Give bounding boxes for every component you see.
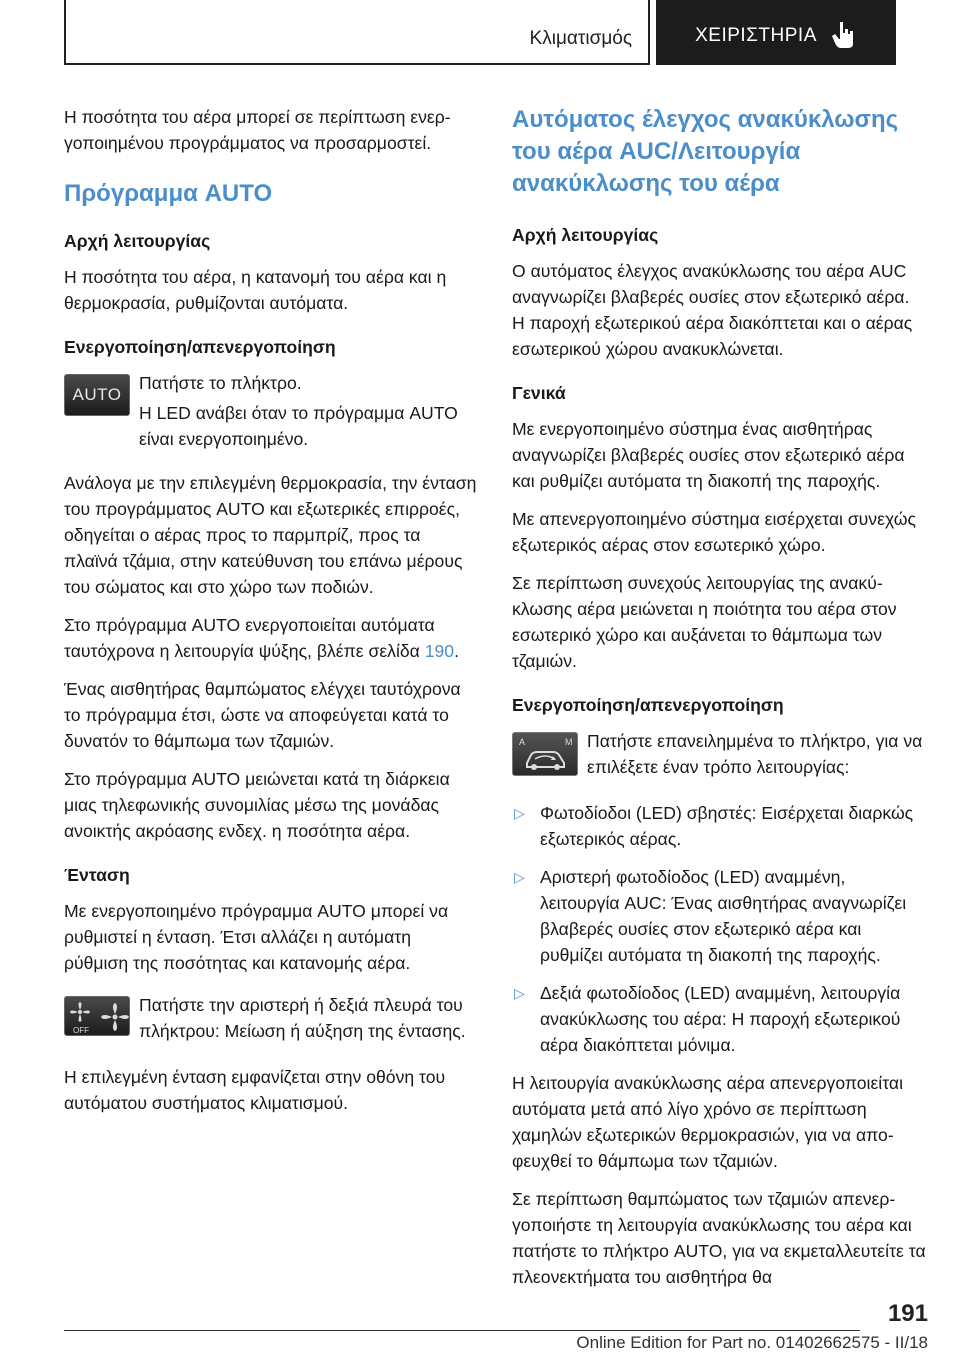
auto-off-paragraph: Η λειτουργία ανακύκλωσης αέρα απενεργοποιείται αυτόματα μετά από λίγο χρόνο σε περίπτωση χαμηλών εξωτερικών θερμοκρασιών, για να αποφευχθεί το θάμπωμα των τζαμιών. <box>512 1073 903 1171</box>
led-text-content: Η LED ανάβει όταν το πρόγραμμα AUTO είναι ενεργοποιημένο. <box>139 403 458 449</box>
footer-divider <box>64 1330 860 1331</box>
auc-label-m: M <box>565 737 573 747</box>
fan-button-row <box>64 992 479 1044</box>
edition-text: Online Edition for Part no. 01402662575 - II/18 <box>576 1333 928 1352</box>
display-paragraph: Η επιλεγμένη ένταση εμφανίζεται στην οθόνη του αυτόματου συστήματος κλιματισμού. <box>64 1067 446 1113</box>
general-paragraph-2: Με απενεργοποιημένο σύστημα εισέρχεται συνεχώς εξωτερικός αέρας στον εσωτερικό χώρο. <box>512 509 916 555</box>
auto-button-illustration <box>64 374 130 416</box>
intensity-heading: Ένταση <box>64 865 130 885</box>
fan-off-label: OFF <box>73 1026 89 1035</box>
fan-icon <box>65 997 131 1037</box>
intro-paragraph: Η ποσότητα του αέρα μπορεί σε περίπτωση ενεργοποιημένου προγράμματος να προσαρμοστεί. <box>64 107 451 153</box>
mode-list <box>512 800 927 1058</box>
auto-program-heading: Πρόγραμμα AUTO <box>64 180 273 207</box>
header-chapter-tab <box>656 0 896 65</box>
principle-paragraph: Η ποσότητα του αέρα, η κατανομή του αέρα και η θερμοκρασία, ρυθμίζονται αυτόματα. <box>64 267 447 313</box>
list-item <box>512 800 927 852</box>
triangle-bullet-icon: ▷ <box>514 805 525 821</box>
auc-heading: Αυτόματος έλεγχος ανακύκλωσης του αέρα AUC/Λειτουργία ανακύκλωσης του αέρα <box>512 106 899 197</box>
phone-paragraph: Στο πρόγραμμα AUTO μειώνεται κατά τη διάρκεια μιας τηλεφωνικής συνομιλίας μέσω της μονάδας ανοικτής ακρόασης ενδεχ. η ποσότητα αέρα. <box>64 769 450 841</box>
press-side-content: Πατήστε την αριστερή ή δεξιά πλευρά του πλήκτρου: Μείωση ή αύξηση της έντασης. <box>139 995 466 1041</box>
cooling-text: Στο πρόγραμμα AUTO ενεργοποιείται αυτόματα ταυτόχρονα η λειτουργία ψύξης, βλέπε σελίδα <box>64 615 435 661</box>
header-section-title: Κλιματισμός <box>529 28 632 49</box>
auc-button-row <box>512 728 927 780</box>
fog-sensor-paragraph: Ένας αισθητήρας θαμπώματος ελέγχει ταυτόχρονα το πρόγραμμα έτσι, ώστε να αποφεύγεται κατά το δυνατόν το θάμπωμα των τζαμιών. <box>64 679 461 751</box>
general-heading: Γενικά <box>512 383 566 403</box>
list-item-text: Φωτοδίοδοι (LED) σβηστές: Εισέρχεται διαρκώς εξωτερικός αέρας. <box>540 803 914 849</box>
recirculation-car-icon <box>513 733 579 777</box>
auto-button-label: AUTO <box>72 385 122 404</box>
principle-heading: Αρχή λειτουργίας <box>64 231 211 251</box>
auc-label-a: A <box>519 737 526 747</box>
header-chapter-label: ΧΕΙΡΙΣΤΗΡΙΑ <box>695 24 817 46</box>
left-column <box>64 104 479 1128</box>
auto-button-row <box>64 370 479 452</box>
auc-principle-paragraph: Ο αυτόματος έλεγχος ανακύκλωσης του αέρα AUC αναγνωρίζει βλαβερές ουσίες στον εξωτερικό αέρα. Η παροχή εξωτερικού αέρα διακόπτεται και ο αέρας εσωτερικού χώρου ανακυκλώνεται. <box>512 261 913 359</box>
general-paragraph-3: Σε περίπτωση συνεχούς λειτουργίας της ανακύκλωσης αέρα μειώνεται η ποιότητα του αέρα στον εσωτερικό χώρο και αυξάνεται το θάμπωμα των τζαμιών. <box>512 573 897 671</box>
general-paragraph-1: Με ενεργοποιημένο σύστημα ένας αισθητήρας αναγνωρίζει βλαβερές ουσίες στον εξωτερικό αέρα και ρυθμίζει αυτόματα τη διακοπή της παροχής. <box>512 419 905 491</box>
triangle-bullet-icon: ▷ <box>514 869 525 885</box>
hand-pointer-icon <box>831 20 857 50</box>
cooling-text-end: . <box>454 641 459 661</box>
activation-heading: Ενεργοποίηση/απενεργοποίηση <box>64 337 336 357</box>
press-repeat-text: Πατήστε επανειλημμένα το πλήκτρο, για να επιλέξετε έναν τρόπο λειτουργίας: <box>587 731 923 777</box>
page-link-190[interactable]: 190 <box>424 641 455 661</box>
auc-principle-heading: Αρχή λειτουργίας <box>512 225 659 245</box>
list-item <box>512 864 927 968</box>
page-number: 191 <box>887 1300 928 1327</box>
press-side-text <box>139 992 479 1044</box>
list-item-text: Αριστερή φωτοδίοδος (LED) αναμμένη, λειτουργία AUC: Ένας αισθητήρας αναγνωρίζει βλαβερές ουσίες στον εξωτερικό αέρα και ρυθμίζει αυτόματα τη διακοπή της παροχής. <box>540 867 907 965</box>
right-column <box>512 104 927 1302</box>
auc-button-illustration <box>512 732 578 776</box>
auc-activation-heading: Ενεργοποίηση/απενεργοποίηση <box>512 695 784 715</box>
press-button-text: Πατήστε το πλήκτρο. <box>139 373 302 393</box>
cooling-paragraph <box>64 612 479 664</box>
intensity-paragraph: Με ενεργοποιημένο πρόγραμμα AUTO μπορεί να ρυθμιστεί η ένταση. Έτσι αλλάζει η αυτόματη ρύθμιση της ποσότητας και κατανομής αέρα. <box>64 901 449 973</box>
triangle-bullet-icon: ▷ <box>514 985 525 1001</box>
list-item-text: Δεξιά φωτοδίοδος (LED) αναμμένη, λειτουργία ανακύκλωσης του αέρα: Η παροχή εξωτερικού αέρα διακόπτεται μόνιμα. <box>540 983 901 1055</box>
header-frame <box>64 0 650 65</box>
depending-paragraph: Ανάλογα με την επιλεγμένη θερμοκρασία, την ένταση του προγράμματος AUTO και εξωτερικές επιρροές, οδηγείται ο αέρας προς το παρμπρίζ, προς τα πλαϊνά τζάμια, στην κατεύθυνση του επάνω μέρους του σώματος και στο χώρο των ποδιών. <box>64 473 477 597</box>
fog-paragraph: Σε περίπτωση θαμπώματος των τζαμιών απενεργοποιήστε τη λειτουργία ανακύκλωσης του αέρα και πατήστε το πλήκτρο AUTO, για να εκμεταλλευτείτε τα πλεονεκτήματα του αισθητήρα θα <box>512 1189 926 1287</box>
fan-button-illustration <box>64 996 130 1036</box>
list-item <box>512 980 927 1058</box>
